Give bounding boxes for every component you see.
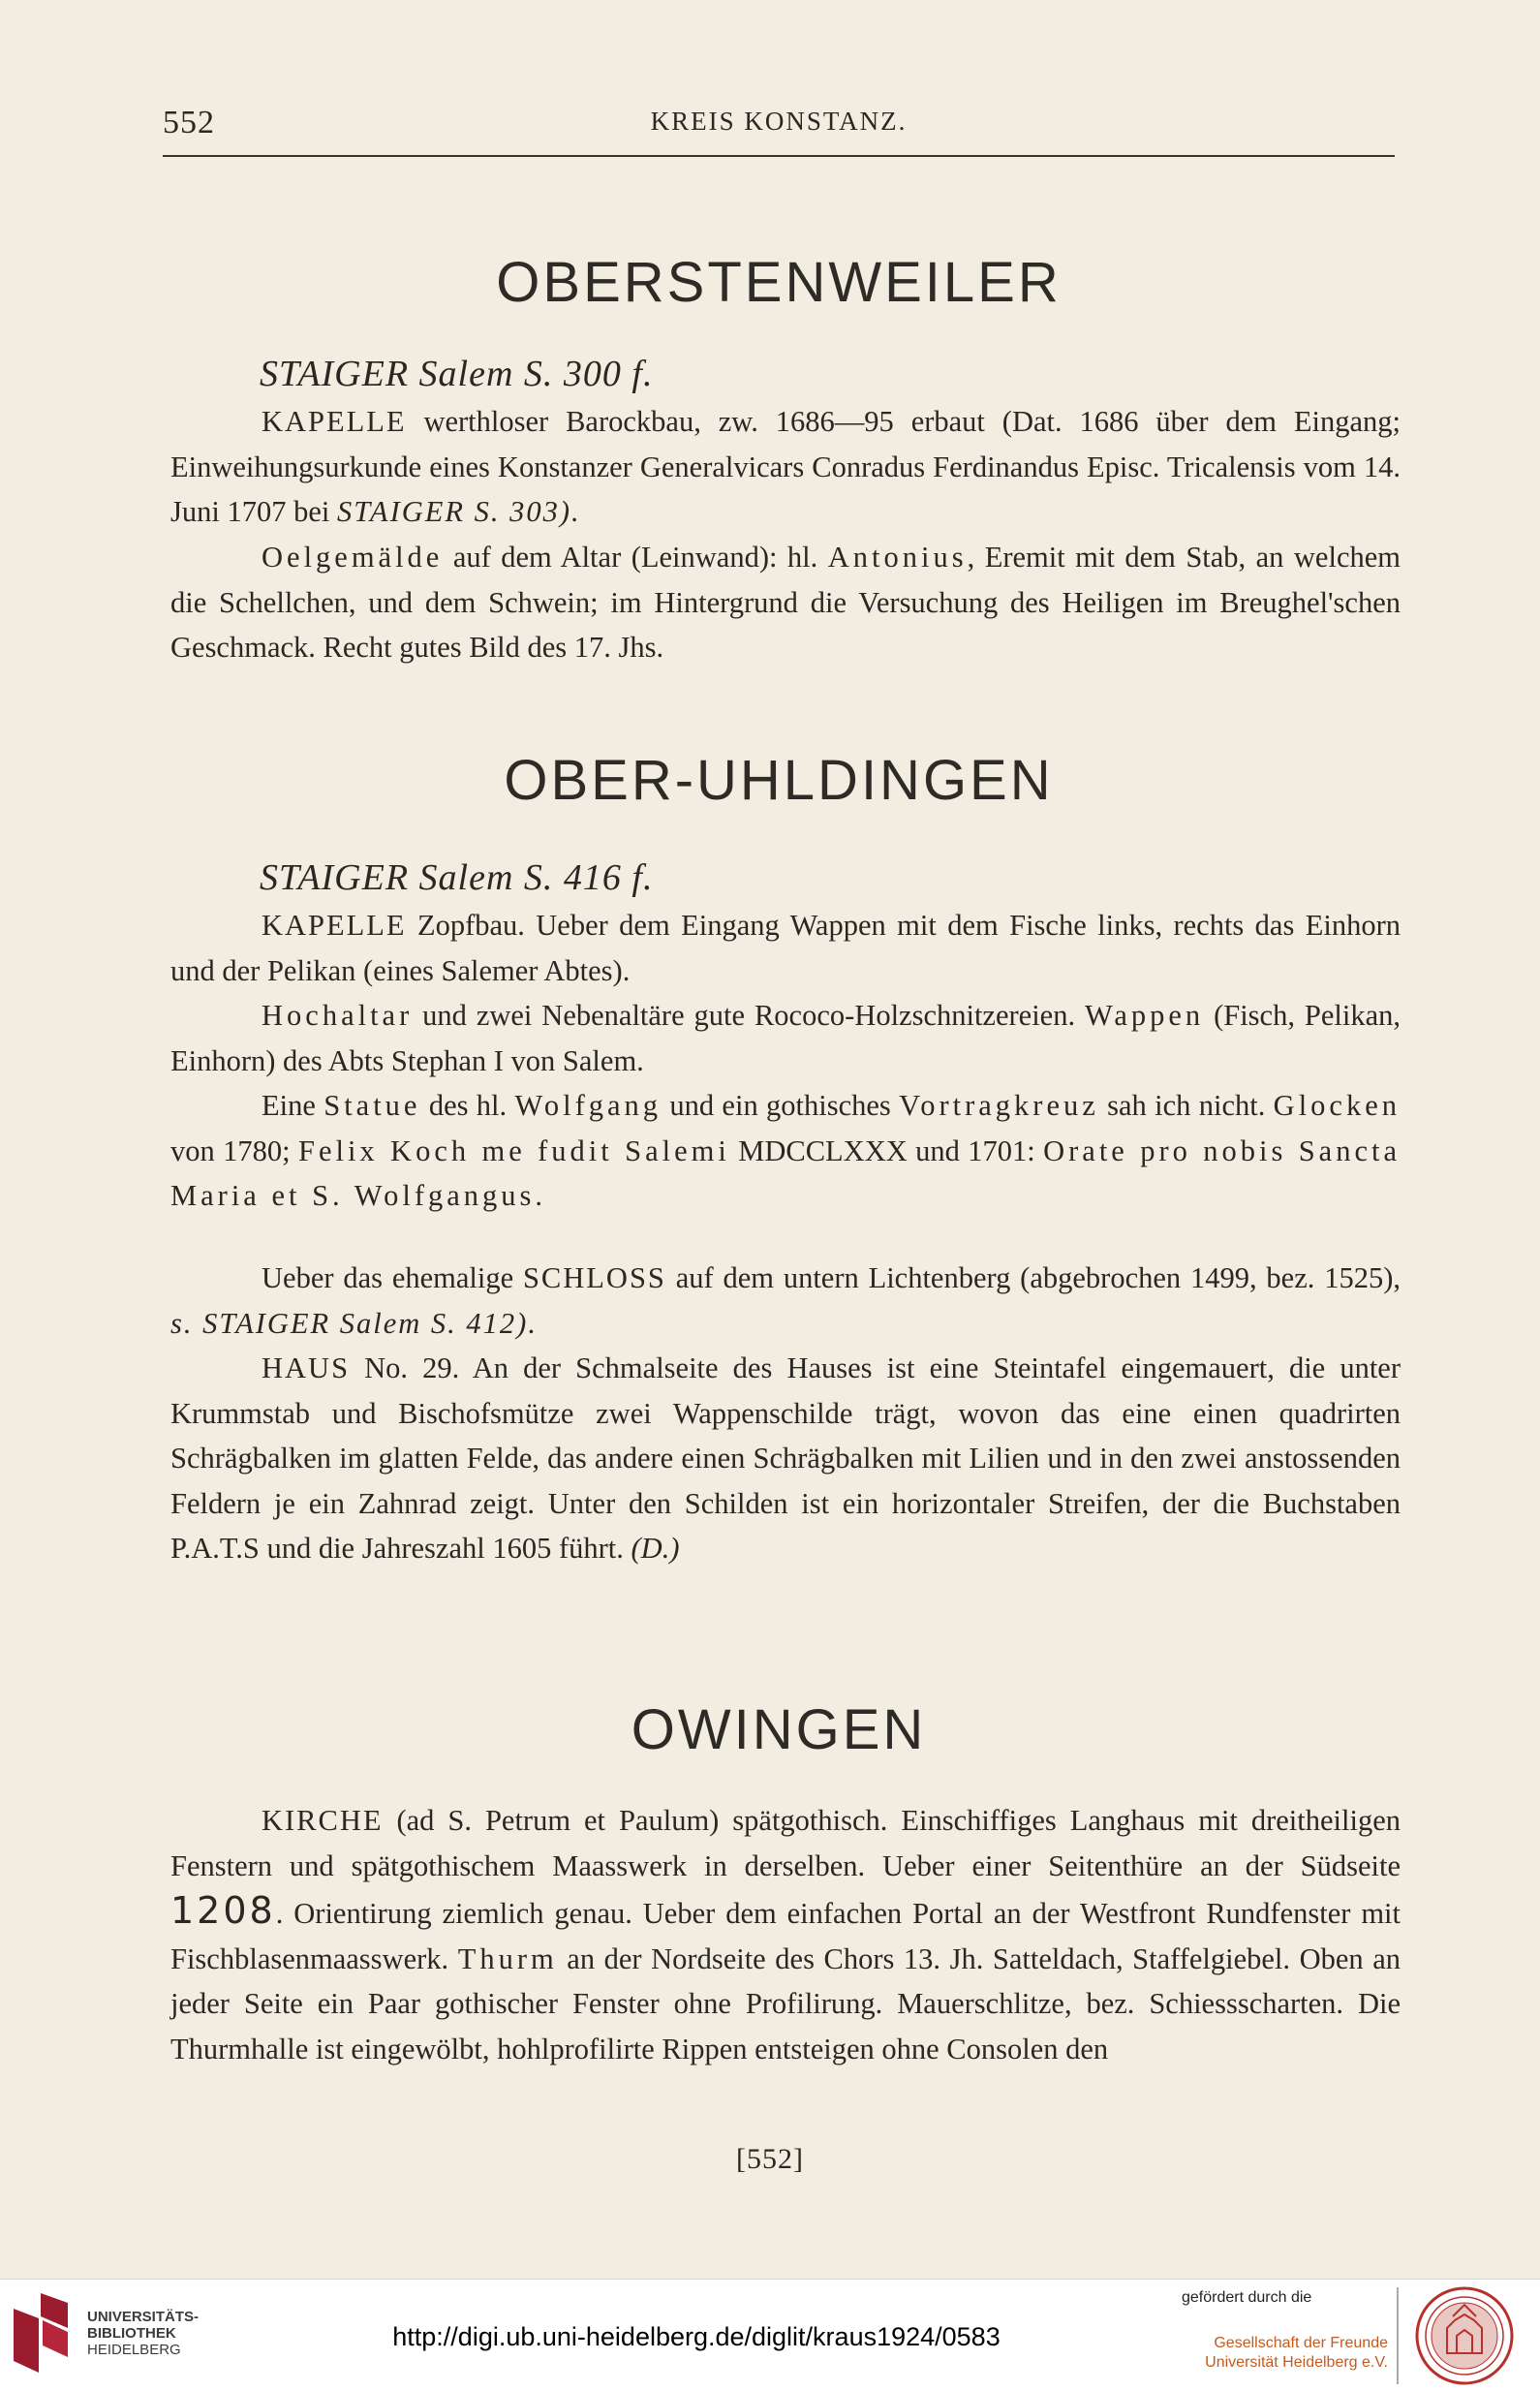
year-1208: 1208 bbox=[170, 1889, 276, 1932]
section-title-oberstenweiler: OBERSTENWEILER bbox=[496, 251, 1062, 314]
reference-ober-uhldingen: STAIGER Salem S. 416 f. bbox=[260, 857, 654, 898]
society-name: Gesellschaft der Freunde Universität Heidelberg e.V. bbox=[1205, 2335, 1388, 2371]
paragraph-kapelle-uhldingen: KAPELLE Zopfbau. Ueber dem Eingang Wappen mit dem Fische links, rechts das Einhorn und der Pelikan (eines Salemer Abtes). bbox=[170, 909, 1401, 987]
paragraph-statue: Eine Statue des hl. Wolfgang und ein gothisches Vortragkreuz sah ich nicht. Glocken von 1780; Felix Koch me fudit Salemi MDCCLXXX und 1701: Orate pro nobis Sancta Maria et S. Wolfgangus. bbox=[170, 1089, 1401, 1212]
paragraph-oelgemaelde: Oelgemälde auf dem Altar (Leinwand): hl. Antonius, Eremit mit dem Stab, an welchem die Schellchen, und dem Schwein; im Hintergrund die Versuchung des Heiligen im Breughel'schen Geschmack. Recht gutes Bild des 17. Jhs. bbox=[170, 541, 1401, 664]
digital-library-footer bbox=[0, 2279, 1540, 2391]
paragraph-kapelle-oberstenweiler: KAPELLE werthloser Barockbau, zw. 1686—95 erbaut (Dat. 1686 über dem Eingang; Einweihungsurkunde eines Konstanzer Generalvicars Conradus Ferdinandus Episc. Tricalensis vom 14. Juni 1707 bei STAIGER S. 303). bbox=[170, 405, 1401, 528]
section-title-ober-uhldingen: OBER-UHLDINGEN bbox=[504, 749, 1054, 812]
page-footer-number: [552] bbox=[736, 2143, 804, 2175]
university-seal-icon bbox=[1414, 2285, 1515, 2386]
running-title: KREIS KONSTANZ. bbox=[650, 107, 908, 136]
paragraph-haus: HAUS No. 29. An der Schmalseite des Hauses ist eine Steintafel eingemauert, die unter Krummstab und Bischofsmütze zwei Wappenschilde trägt, wovon das eine einen quadrirten Schrägbalken im glatten Felde, das andere einen Schrägbalken mit Lilien und in den zwei anstossenden Feldern je ein Zahnrad zeigt. Unter den Schilden ist ein horizontaler Streifen, der die Buchstaben P.A.T.S und die Jahreszahl 1605 führt. (D.) bbox=[170, 1351, 1401, 1565]
paragraph-kirche: KIRCHE (ad S. Petrum et Paulum) spätgothisch. Einschiffiges Langhaus mit dreitheiligen Fenstern und spätgothischem Maasswerk in derselben. Ueber einer Seitenthüre an der Südseite 1208. Orientirung ziemlich genau. Ueber dem einfachen Portal an der Westfront Rundfenster mit Fischblasenmaasswerk. Thurm an der Nordseite des Chors 13. Jh. Satteldach, Staffelgiebel. Oben an jeder Seite ein Paar gothischer Fenster ohne Profilirung. Mauerschlitze, bez. Schiessscharten. Die Thurmhalle ist eingewölbt, hohlprofilirte Rippen entsteigen ohne Consolen den bbox=[170, 1804, 1401, 2065]
paragraph-hochaltar: Hochaltar und zwei Nebenaltäre gute Rococo-Holzschnitzereien. Wappen (Fisch, Pelikan, Einhorn) des Abts Stephan I von Salem. bbox=[170, 999, 1401, 1077]
citation: STAIGER S. 303). bbox=[336, 495, 581, 528]
sponsor-label: gefördert durch die bbox=[1182, 2289, 1312, 2306]
page-number: 552 bbox=[163, 105, 215, 140]
university-library-logo bbox=[10, 2289, 72, 2376]
running-header bbox=[163, 105, 1395, 143]
library-name: UNIVERSITÄTS- BIBLIOTHEK HEIDELBERG bbox=[87, 2309, 200, 2358]
paragraph-schloss: Ueber das ehemalige SCHLOSS auf dem untern Lichtenberg (abgebrochen 1499, bez. 1525), s. STAIGER Salem S. 412). bbox=[170, 1261, 1401, 1340]
term-kapelle: KAPELLE bbox=[262, 405, 407, 438]
reference-oberstenweiler: STAIGER Salem S. 300 f. bbox=[260, 354, 654, 394]
header-rule bbox=[163, 155, 1395, 157]
section-title-owingen: OWINGEN bbox=[631, 1698, 927, 1761]
document-url-link[interactable]: http://digi.ub.uni-heidelberg.de/diglit/kraus1924/0583 bbox=[392, 2322, 1001, 2351]
footer-divider bbox=[1397, 2287, 1399, 2384]
